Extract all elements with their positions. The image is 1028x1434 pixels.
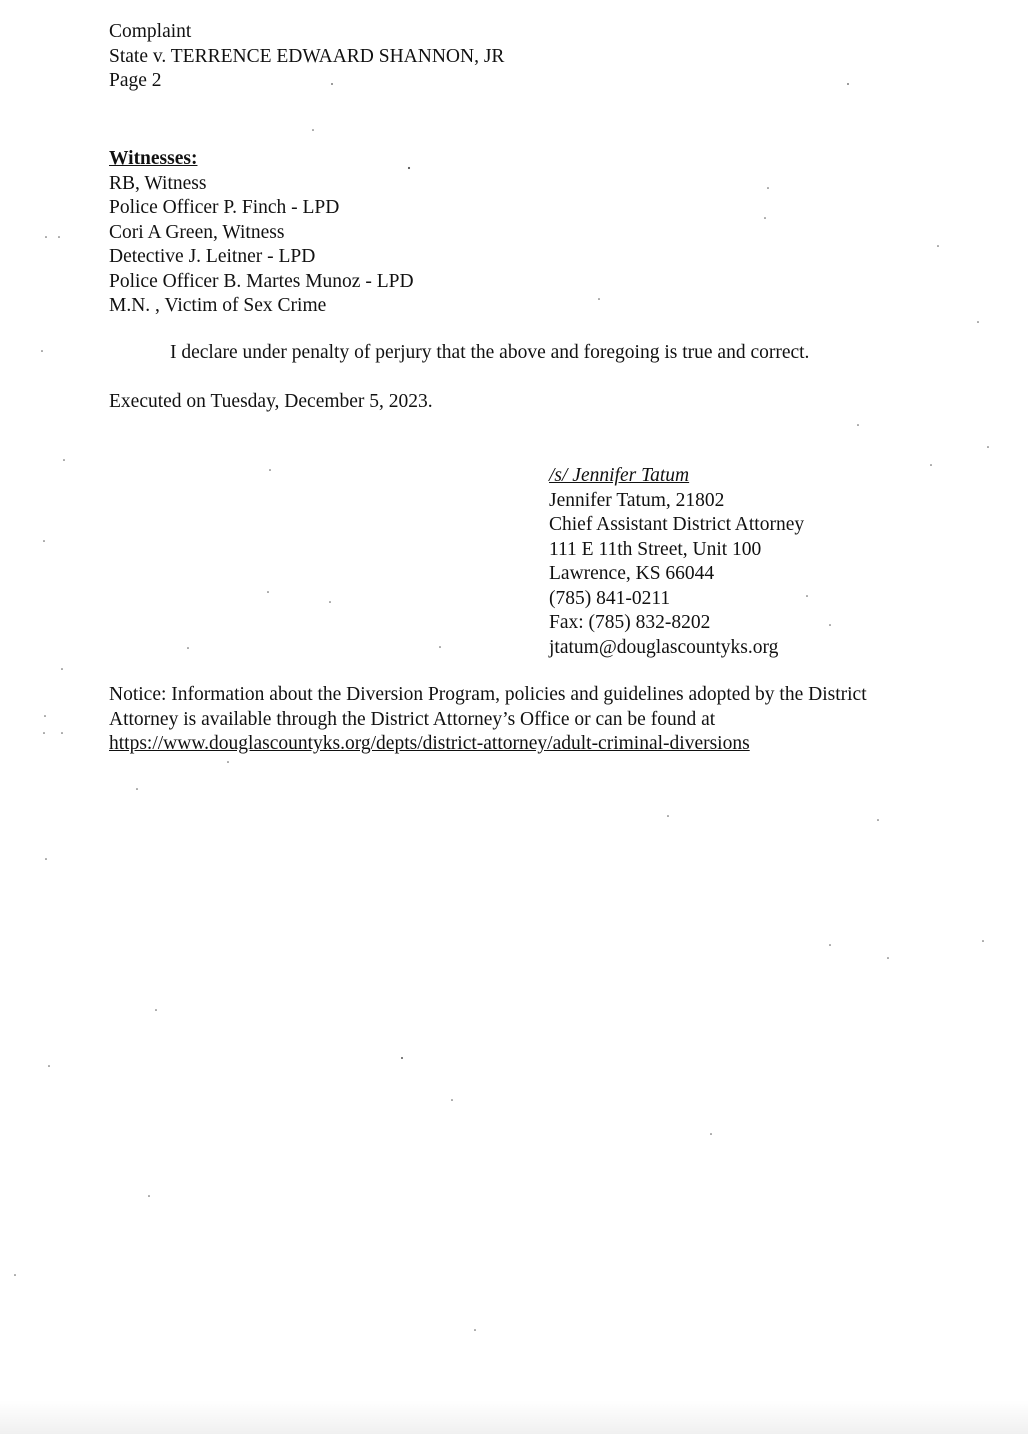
page-header	[109, 20, 504, 94]
execution-date: Executed on Tuesday, December 5, 2023.	[109, 391, 433, 412]
witnesses-heading: Witnesses:	[109, 148, 198, 169]
fax-number: Fax: (785) 832-8202	[549, 612, 711, 633]
witness-item: Police Officer B. Martes Munoz - LPD	[109, 270, 414, 292]
signature-block	[549, 464, 804, 660]
page-bottom-edge	[0, 1400, 1028, 1434]
witness-item: Cori A Green, Witness	[109, 221, 285, 243]
diversion-program-link[interactable]: https://www.douglascountyks.org/depts/district-attorney/adult-criminal-diversions	[109, 733, 750, 754]
address-line-1: 111 E 11th Street, Unit 100	[549, 538, 762, 560]
witness-item: M.N. , Victim of Sex Crime	[109, 295, 327, 316]
witness-list	[109, 147, 414, 319]
witness-item: Detective J. Leitner - LPD	[109, 246, 316, 267]
phone-number: (785) 841-0211	[549, 587, 671, 609]
diversion-notice	[109, 683, 899, 757]
page-number: Page 2	[109, 70, 162, 91]
address-line-2: Lawrence, KS 66044	[549, 563, 715, 584]
signer-name: Jennifer Tatum, 21802	[549, 489, 725, 511]
notice-text: Notice: Information about the Diversion Program, policies and guidelines adopted by the District Attorney is available through the District Attorney’s Office or can be found at	[109, 684, 867, 730]
witness-item: RB, Witness	[109, 172, 207, 194]
perjury-declaration: I declare under penalty of perjury that the above and foregoing is true and correct.	[170, 342, 810, 363]
signer-title: Chief Assistant District Attorney	[549, 514, 805, 535]
document-type: Complaint	[109, 21, 192, 42]
case-caption: State v. TERRENCE EDWAARD SHANNON, JR	[109, 45, 505, 67]
witness-item: Police Officer P. Finch - LPD	[109, 197, 340, 218]
electronic-signature: /s/ Jennifer Tatum	[549, 465, 690, 486]
email-address: jtatum@douglascountyks.org	[549, 636, 779, 658]
